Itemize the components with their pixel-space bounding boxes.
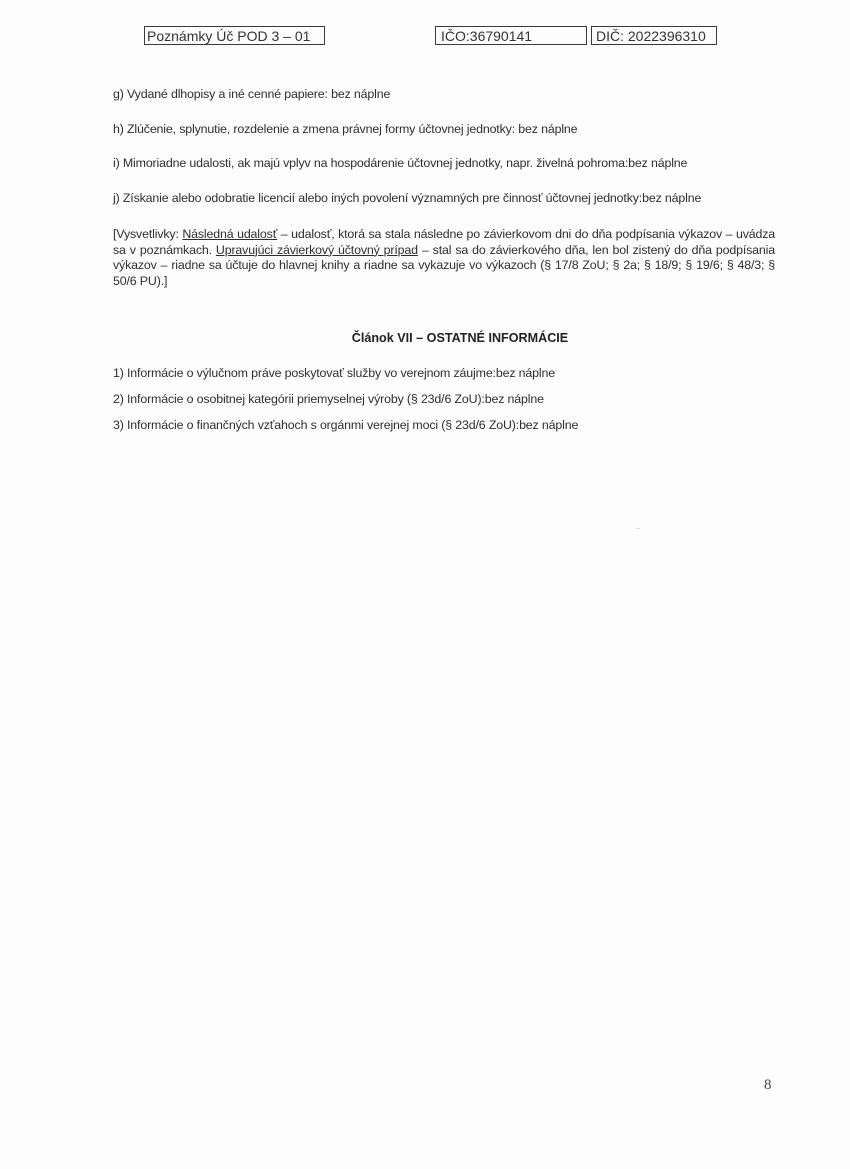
article-item-3: 3) Informácie o finančných vzťahoch s orgánmi verejnej moci (§ 23d/6 ZoU):bez náplne: [113, 418, 579, 432]
article-title: Článok VII – OSTATNÉ INFORMÁCIE: [351, 331, 569, 345]
item-j: j) Získanie alebo odobratie licencií alebo iných povolení významných pre činnosť účtovnej jednotky:bez náplne: [113, 191, 702, 205]
article-item-2: 2) Informácie o osobitnej kategórii priemyselnej výroby (§ 23d/6 ZoU):bez náplne: [113, 392, 544, 406]
ico-box: IČO:36790141: [435, 26, 587, 45]
scan-smudge: ~: [636, 526, 641, 533]
explanatory-note: [113, 227, 775, 289]
item-i: i) Mimoriadne udalosti, ak majú vplyv na hospodárenie účtovnej jednotky, napr. živelná pohroma:bez náplne: [113, 156, 688, 170]
article-item-1: 1) Informácie o výlučnom práve poskytovať služby vo verejnom záujme:bez náplne: [113, 366, 555, 380]
dic-box: DIČ: 2022396310: [591, 26, 717, 45]
note-prefix: [Vysvetlivky:: [113, 227, 183, 241]
note-text-1: – udalosť, ktorá sa stala následne po závierkovom dni do dňa podpísania výkazov – uvádza sa v poznámkach.: [113, 227, 776, 257]
page-number: 8: [764, 1077, 772, 1093]
item-g: g) Vydané dlhopisy a iné cenné papiere: bez náplne: [113, 87, 391, 101]
document-code-box: Poznámky Úč POD 3 – 01: [144, 26, 325, 45]
note-term-adjusting-case: Upravujúci závierkový účtovný prípad: [215, 242, 418, 257]
item-h: h) Zlúčenie, splynutie, rozdelenie a zmena právnej formy účtovnej jednotky: bez náplne: [113, 122, 578, 136]
note-text-2: – stal sa do závierkového dňa, len bol zistený do dňa podpísania výkazov – riadne sa účtuje do hlavnej knihy a riadne sa vykazuje vo výkazoch (§ 17/8 ZoU; § 2a; § 18/9; § 19/6; § 48/3; § 50/6 PU).]: [113, 242, 775, 288]
note-term-subsequent-event: Následná udalosť: [182, 227, 278, 241]
